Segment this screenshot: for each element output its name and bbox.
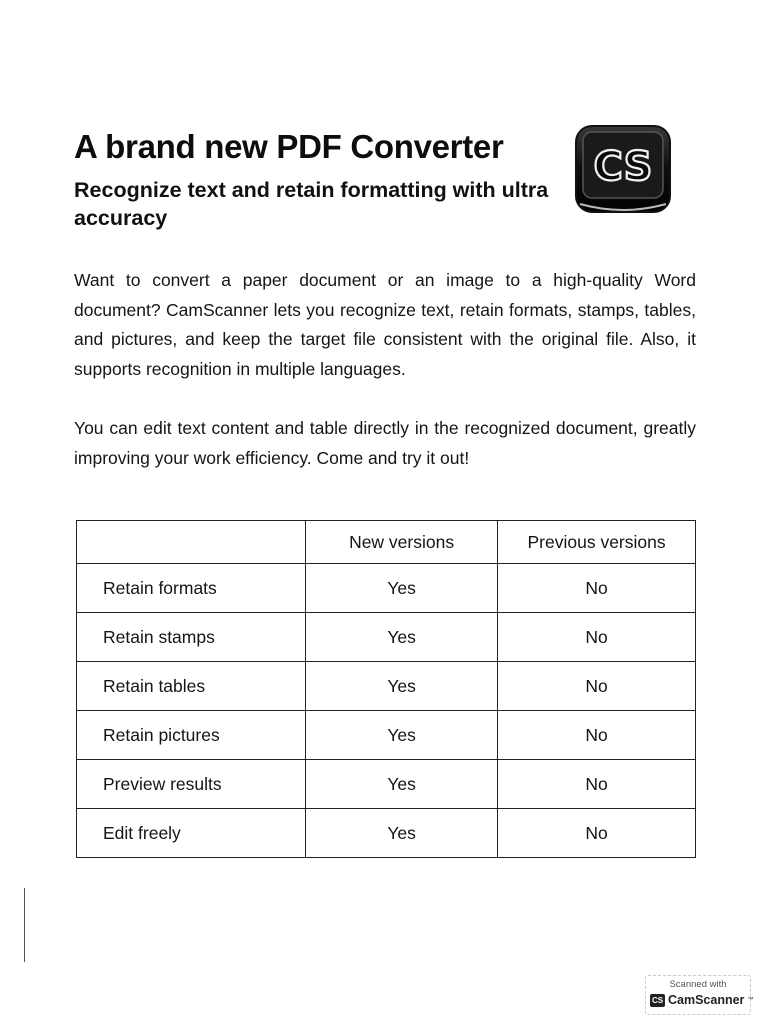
table-cell-previous: No xyxy=(498,564,696,613)
table-cell-feature: Retain pictures xyxy=(77,711,306,760)
table-header-cell xyxy=(77,521,306,564)
table-row xyxy=(77,662,696,711)
table-cell-previous: No xyxy=(498,809,696,858)
table-cell-new: Yes xyxy=(306,809,498,858)
table-cell-feature: Preview results xyxy=(77,760,306,809)
scan-margin-line xyxy=(24,888,25,962)
table-cell-new: Yes xyxy=(306,564,498,613)
table-cell-new: Yes xyxy=(306,760,498,809)
table-cell-previous: No xyxy=(498,662,696,711)
page-subtitle: Recognize text and retain formatting with ultra accuracy xyxy=(74,178,549,230)
comparison-table xyxy=(76,520,696,858)
table-header-row xyxy=(77,521,696,564)
intro-paragraph: Want to convert a paper document or an image to a high-quality Word document? CamScanner lets you recognize text, retain formats, stamps, tables, and pictures, and keep the target file consistent with the original file. Also, it supports recognition in multiple languages. xyxy=(74,270,696,379)
table-cell-previous: No xyxy=(498,760,696,809)
table-row xyxy=(77,613,696,662)
table-header-cell: Previous versions xyxy=(498,521,696,564)
camscanner-icon: CS xyxy=(651,995,664,1005)
camscanner-watermark xyxy=(645,975,754,1015)
camscanner-logo xyxy=(574,124,672,218)
table-row xyxy=(77,809,696,858)
table-cell-previous: No xyxy=(498,711,696,760)
table-cell-feature: Retain stamps xyxy=(77,613,306,662)
table-cell-feature: Edit freely xyxy=(77,809,306,858)
table-cell-feature: Retain tables xyxy=(77,662,306,711)
watermark-brand-row xyxy=(650,993,753,1007)
watermark-caption: Scanned with xyxy=(669,979,727,990)
table-cell-previous: No xyxy=(498,613,696,662)
table-header-cell: New versions xyxy=(306,521,498,564)
table-cell-new: Yes xyxy=(306,662,498,711)
table-row xyxy=(77,564,696,613)
watermark-brand: CamScanner xyxy=(668,993,745,1007)
trademark-symbol: ™ xyxy=(747,997,754,1003)
table-row xyxy=(77,760,696,809)
table-cell-new: Yes xyxy=(306,613,498,662)
logo-text: CS xyxy=(593,144,653,190)
table-cell-feature: Retain formats xyxy=(77,564,306,613)
edit-paragraph: You can edit text content and table directly in the recognized document, greatly improving your work efficiency. Come and try it out! xyxy=(74,418,696,468)
table-row xyxy=(77,711,696,760)
page-title: A brand new PDF Converter xyxy=(74,128,504,165)
table-cell-new: Yes xyxy=(306,711,498,760)
